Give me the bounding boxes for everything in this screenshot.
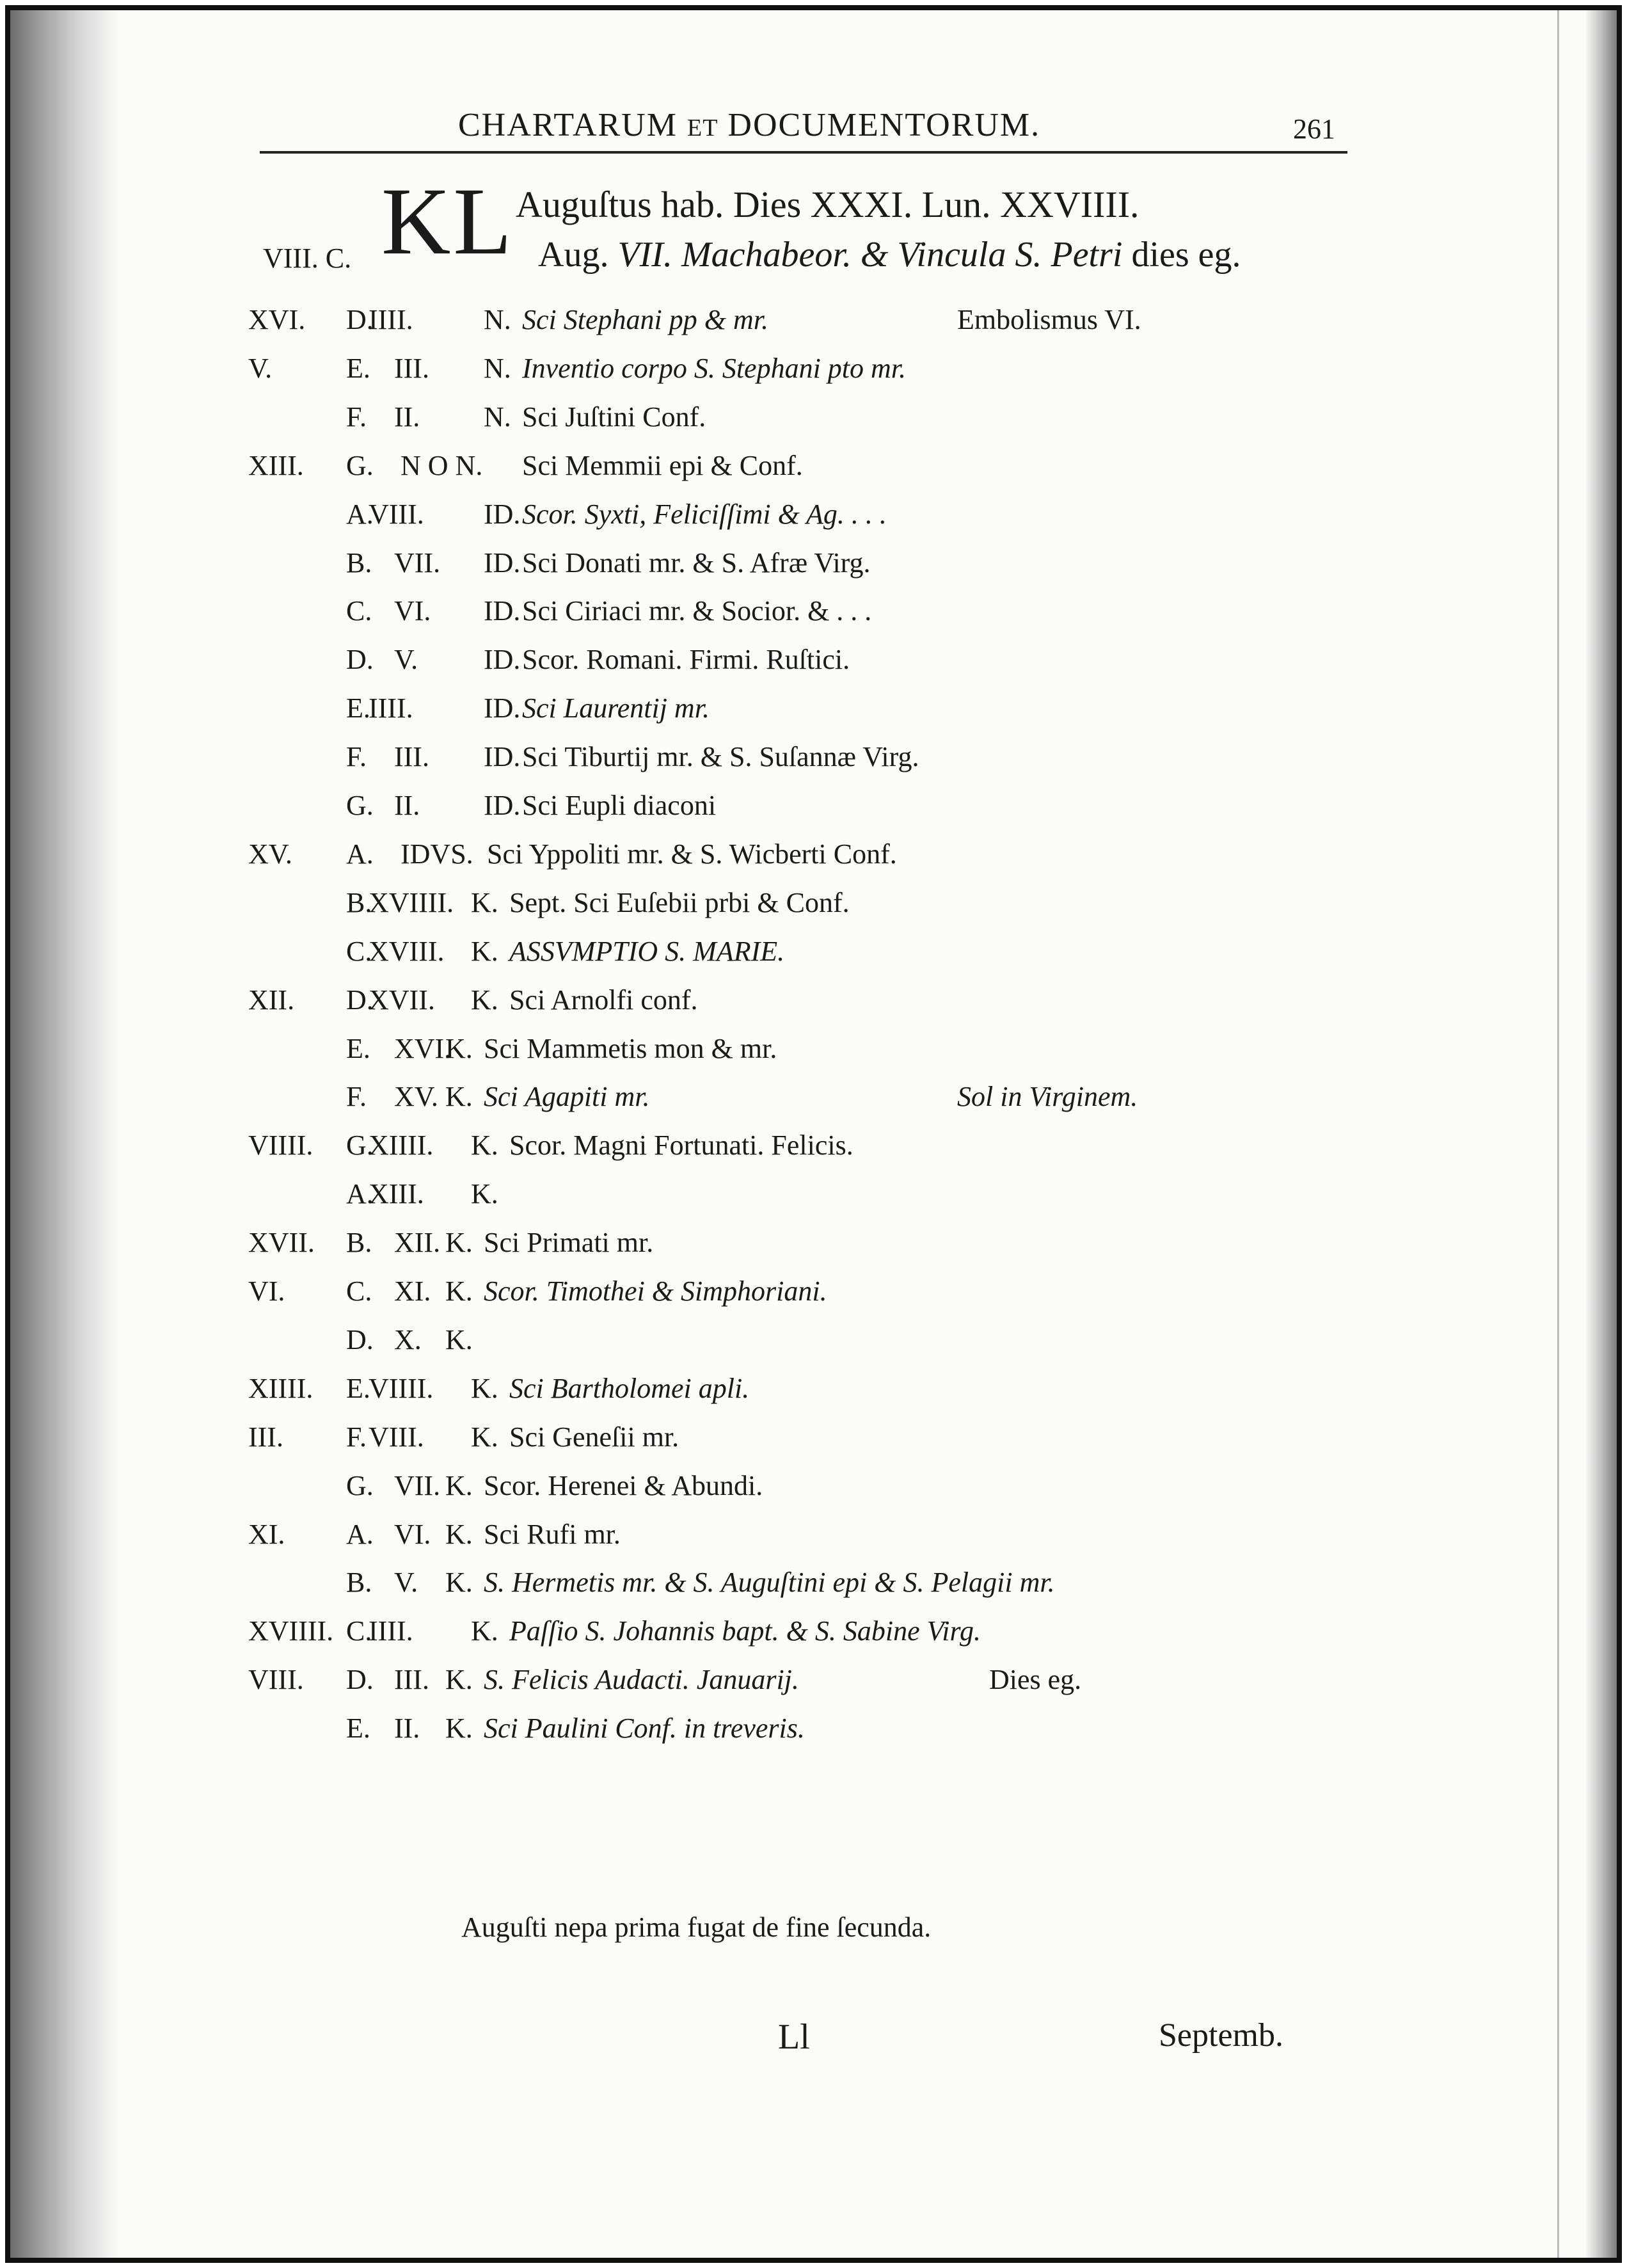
dominical-letter: C. [346, 1275, 372, 1307]
dominical-letter: A. [346, 499, 374, 530]
golden-number: VIIII. [248, 1130, 313, 1161]
calendar-row [10, 401, 1418, 439]
day-label: ID. [484, 790, 521, 821]
day-label: K. [445, 1324, 473, 1355]
calendar-row [10, 1080, 1418, 1119]
calendar-row [10, 789, 1418, 827]
feast-text: Sci Bartholomei apli. [509, 1373, 750, 1404]
page-frame [5, 5, 1622, 2263]
calendar-row [10, 352, 1418, 390]
day-count: XVIII. [369, 936, 445, 967]
golden-number: VIII. [248, 1664, 304, 1695]
month-heading-line2-c: dies eg. [1122, 235, 1241, 275]
feast-text: Sci Laurentij mr. [522, 692, 710, 724]
dominical-letter: E. [346, 1033, 370, 1064]
day-count: XV. [394, 1081, 438, 1112]
dominical-letter: F. [346, 1421, 367, 1453]
feast-text: S. Felicis Audacti. Januarij. [484, 1664, 799, 1695]
day-label: K. [445, 1033, 473, 1064]
dominical-letter: B. [346, 547, 372, 579]
day-count: IIII. [369, 1615, 413, 1647]
day-count: VII. [394, 547, 441, 579]
calendar-row [10, 547, 1418, 585]
page-number: 261 [1293, 113, 1335, 145]
calendar-row [10, 1469, 1418, 1508]
day-count: XVIIII. [369, 887, 454, 918]
month-heading-prefix-text: VIII. C. [263, 243, 352, 274]
day-count: VI. [394, 595, 431, 627]
document-page [10, 10, 1617, 2258]
day-label: K. [445, 1713, 473, 1744]
feast-text: Sci Rufi mr. [484, 1519, 621, 1550]
feast-text: Inventio corpo S. Stephani pto mr. [522, 353, 907, 384]
golden-number: III. [248, 1421, 283, 1453]
calendar-row [10, 1421, 1418, 1459]
feast-text: Scor. Herenei & Abundi. [484, 1470, 763, 1501]
day-label: ID. [484, 547, 521, 579]
month-verse: Auguſti nepa prima fugat de fine ſecunda. [461, 1912, 932, 1943]
dominical-letter: C. [346, 1615, 372, 1647]
month-heading-line2 [538, 234, 1241, 275]
feast-text: Sci Arnolfi conf. [509, 984, 698, 1016]
running-head [458, 106, 1040, 144]
month-heading-line2-a: Aug. [538, 235, 618, 275]
day-count: IIII. [369, 304, 413, 335]
feast-text: Scor. Magni Fortunati. Felicis. [509, 1130, 853, 1161]
day-label: K. [471, 887, 498, 918]
calendar-row [10, 1372, 1418, 1410]
feast-text: Sci Eupli diaconi [522, 790, 717, 821]
dominical-letter: F. [346, 741, 367, 772]
calendar-row [10, 449, 1418, 488]
day-label: ID. [484, 741, 521, 772]
day-count: III. [394, 353, 429, 384]
calendar-row [10, 1518, 1418, 1556]
feast-text: Sci Ciriaci mr. & Socior. & . . . [522, 595, 872, 627]
dominical-letter: B. [346, 887, 372, 918]
feast-text: Paſſio S. Johannis bapt. & S. Sabine Virg. [509, 1615, 981, 1647]
day-label: K. [471, 1373, 498, 1404]
marginal-note: Sol in Virginem. [957, 1081, 1138, 1112]
catchword: Septemb. [1159, 2017, 1283, 2054]
feast-text: Sci Donati mr. & S. Afræ Virg. [522, 547, 871, 579]
day-count: III. [394, 741, 429, 772]
dominical-letter: A. [346, 1519, 374, 1550]
dominical-letter: D. [346, 984, 374, 1016]
feast-text: Sept. Sci Euſebii prbi & Conf. [509, 887, 850, 918]
day-count: XII. [394, 1227, 441, 1258]
day-label: IDVS. [401, 838, 473, 870]
day-label: N. [484, 304, 511, 335]
golden-number: XV. [248, 838, 292, 870]
day-count: II. [394, 790, 420, 821]
dominical-letter: C. [346, 936, 372, 967]
feast-text: Sci Geneſii mr. [509, 1421, 679, 1453]
day-label: ID. [484, 644, 521, 675]
dominical-letter: C. [346, 595, 372, 627]
feast-text: Sci Juſtini Conf. [522, 401, 706, 433]
calendar-row [10, 692, 1418, 730]
golden-number: XIII. [248, 450, 304, 481]
marginal-note: Dies eg. [989, 1664, 1082, 1695]
day-label: K. [471, 1615, 498, 1647]
calendar-row [10, 1275, 1418, 1313]
calendar-row [10, 498, 1418, 536]
day-label: N. [484, 401, 511, 433]
golden-number: V. [248, 353, 273, 384]
feast-text: Sci Agapiti mr. [484, 1081, 650, 1112]
day-label: K. [471, 1130, 498, 1161]
day-label: ID. [484, 595, 521, 627]
feast-text: Sci Tiburtij mr. & S. Suſannæ Virg. [522, 741, 919, 772]
day-label: K. [445, 1567, 473, 1598]
dominical-letter: E. [346, 1713, 370, 1744]
day-label: K. [471, 1421, 498, 1453]
calendar-row [10, 1566, 1418, 1604]
golden-number: XII. [248, 984, 295, 1016]
feast-text: Sci Mammetis mon & mr. [484, 1033, 777, 1064]
dominical-letter: D. [346, 1324, 374, 1355]
calendar-row [10, 303, 1418, 342]
day-label: K. [445, 1081, 473, 1112]
dominical-letter: B. [346, 1227, 372, 1258]
dominical-letter: D. [346, 304, 374, 335]
signature-mark: Ll [778, 2017, 810, 2057]
day-count: XVI. [394, 1033, 452, 1064]
day-count: II. [394, 401, 420, 433]
feast-text: Sci Stephani pp & mr. [522, 304, 768, 335]
calendar-row [10, 1129, 1418, 1167]
day-count: V. [394, 1567, 418, 1598]
calendar-row [10, 1178, 1418, 1216]
dominical-letter: G. [346, 450, 374, 481]
running-head-part-a: CHARTARUM [458, 107, 687, 143]
day-count: II. [394, 1713, 420, 1744]
golden-number: XIIII. [248, 1373, 313, 1404]
day-count: III. [394, 1664, 429, 1695]
dominical-letter: E. [346, 1373, 370, 1404]
dominical-letter: D. [346, 1664, 374, 1695]
day-label: K. [445, 1470, 473, 1501]
month-initial-kl: KL [381, 168, 514, 275]
feast-text: Scor. Timothei & Simphoriani. [484, 1275, 827, 1307]
calendar-row [10, 1226, 1418, 1265]
dominical-letter: A. [346, 1178, 374, 1210]
day-label: K. [471, 936, 498, 967]
day-label: K. [471, 984, 498, 1016]
feast-text: Scor. Syxti, Feliciſſimi & Ag. . . . [522, 499, 887, 530]
feast-text: Sci Yppoliti mr. & S. Wicberti Conf. [487, 838, 897, 870]
calendar-row [10, 886, 1418, 925]
golden-number: XI. [248, 1519, 285, 1550]
header-rule [260, 151, 1347, 154]
day-label: ID. [484, 692, 521, 724]
dominical-letter: D. [346, 644, 374, 675]
day-label: N. [484, 353, 511, 384]
calendar-row [10, 984, 1418, 1022]
golden-number: VI. [248, 1275, 285, 1307]
dominical-letter: A. [346, 838, 374, 870]
dominical-letter: B. [346, 1567, 372, 1598]
day-count: VIII. [369, 1421, 424, 1453]
day-label: N O N. [401, 450, 483, 481]
day-label: K. [471, 1178, 498, 1210]
dominical-letter: G. [346, 1130, 374, 1161]
day-count: VIII. [369, 499, 424, 530]
calendar-row [10, 740, 1418, 779]
dominical-letter: G. [346, 790, 374, 821]
feast-text: Scor. Romani. Firmi. Ruſtici. [522, 644, 850, 675]
day-count: VIIII. [369, 1373, 434, 1404]
day-count: IIII. [369, 692, 413, 724]
feast-text: S. Hermetis mr. & S. Auguſtini epi & S. Pelagii mr. [484, 1567, 1055, 1598]
dominical-letter: F. [346, 401, 367, 433]
feast-text: Sci Paulini Conf. in treveris. [484, 1713, 805, 1744]
day-label: K. [445, 1275, 473, 1307]
calendar-row [10, 1032, 1418, 1071]
day-count: XIII. [369, 1178, 424, 1210]
month-heading-line2-b: VII. Machabeor. & Vincula S. Petri [617, 235, 1123, 275]
golden-number: XVI. [248, 304, 306, 335]
golden-number: XVII. [248, 1227, 315, 1258]
feast-text: Sci Memmii epi & Conf. [522, 450, 803, 481]
feast-text: ASSVMPTIO S. MARIE. [509, 936, 785, 967]
dominical-letter: E. [346, 353, 370, 384]
day-label: ID. [484, 499, 521, 530]
marginal-note: Embolismus VI. [957, 304, 1141, 335]
calendar-row [10, 1615, 1418, 1653]
day-label: K. [445, 1519, 473, 1550]
month-heading-line1: Auguſtus hab. Dies XXXI. Lun. XXVIIII. [516, 184, 1139, 225]
running-head-et: ET [687, 115, 718, 141]
day-count: X. [394, 1324, 422, 1355]
day-count: XIIII. [369, 1130, 434, 1161]
day-count: VII. [394, 1470, 441, 1501]
day-count: XI. [394, 1275, 431, 1307]
day-count: XVII. [369, 984, 435, 1016]
calendar-row [10, 838, 1418, 876]
calendar-row [10, 935, 1418, 973]
dominical-letter: G. [346, 1470, 374, 1501]
day-count: VI. [394, 1519, 431, 1550]
calendar-row [10, 1712, 1418, 1750]
calendar-row [10, 643, 1418, 682]
month-heading-prefix [263, 242, 583, 280]
golden-number: XVIIII. [248, 1615, 334, 1647]
day-count: V. [394, 644, 418, 675]
day-label: K. [445, 1227, 473, 1258]
calendar-row [10, 1663, 1418, 1702]
calendar-row [10, 595, 1418, 633]
calendar-row [10, 1323, 1418, 1362]
dominical-letter: F. [346, 1081, 367, 1112]
running-head-part-b: DOCUMENTORUM. [718, 107, 1041, 143]
feast-text: Sci Primati mr. [484, 1227, 654, 1258]
dominical-letter: E. [346, 692, 370, 724]
day-label: K. [445, 1664, 473, 1695]
